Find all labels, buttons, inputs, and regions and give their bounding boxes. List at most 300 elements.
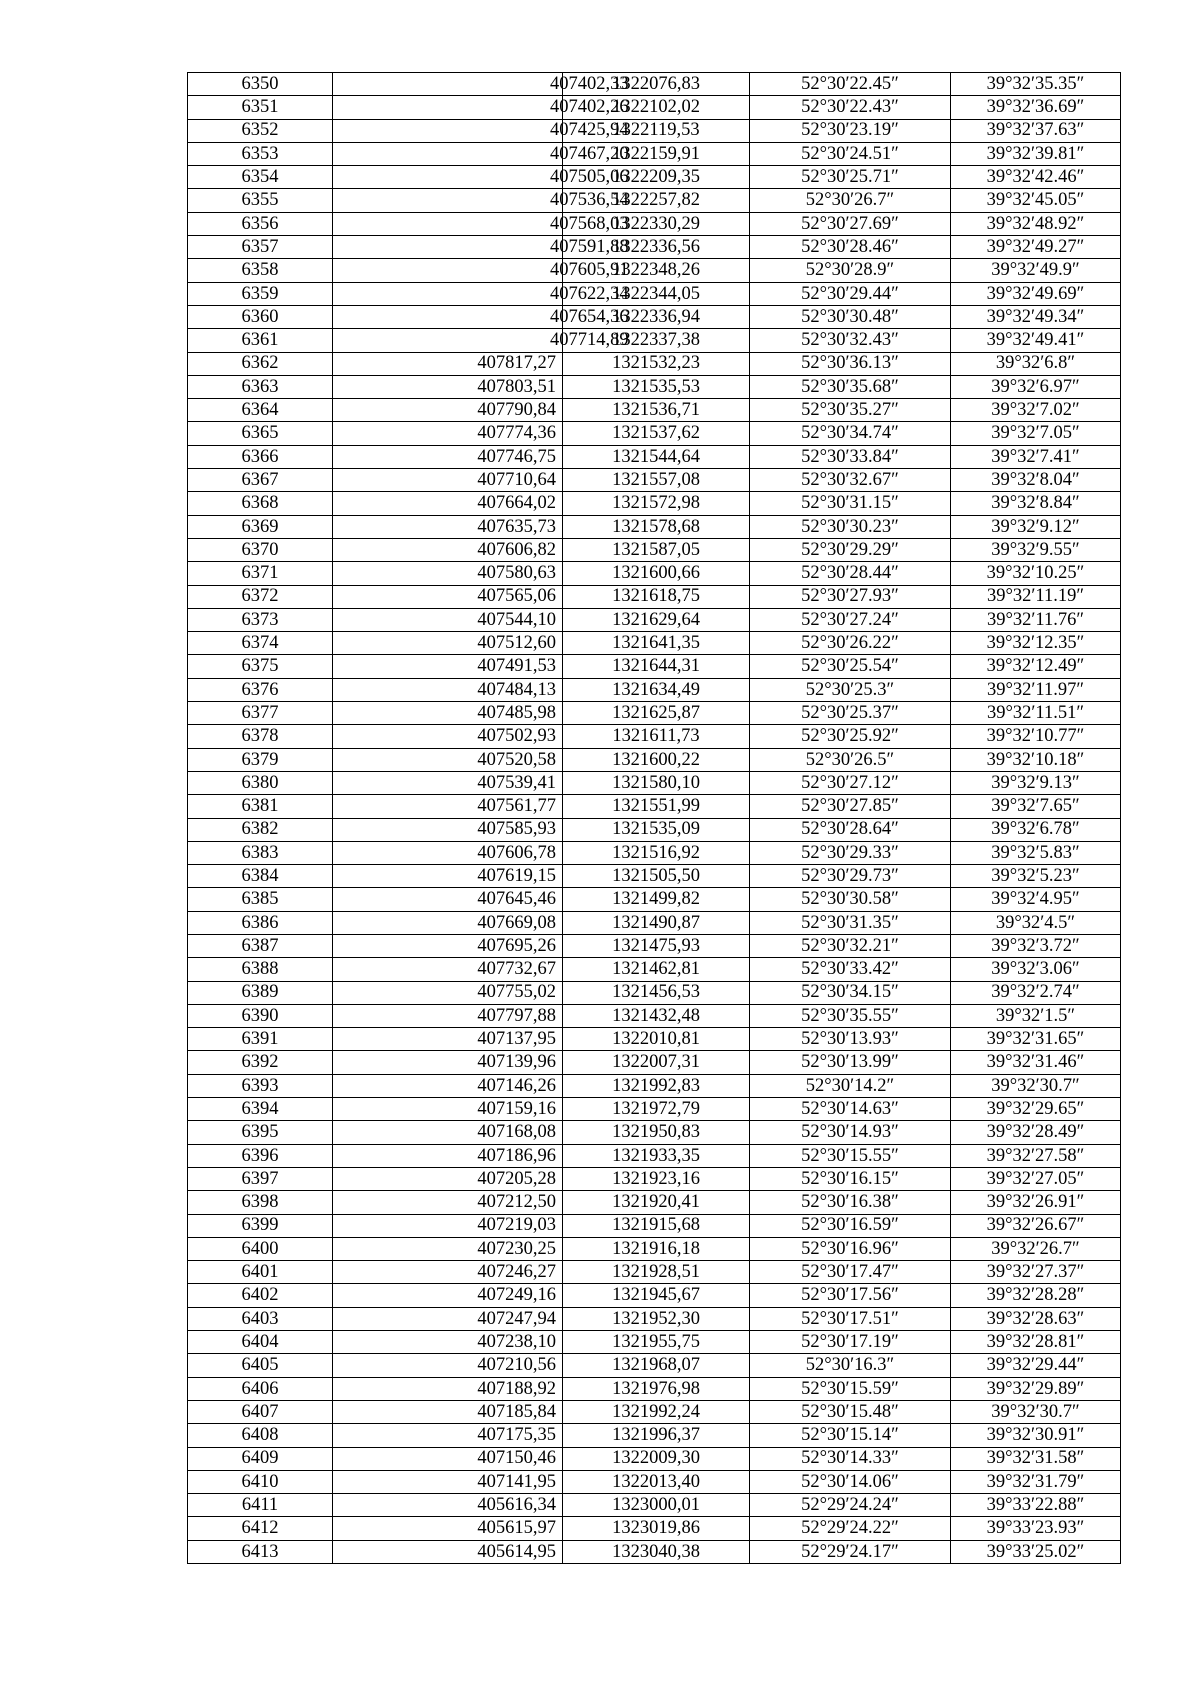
table-row	[188, 1470, 1121, 1493]
longitude-cell: 39°32′28.49″	[951, 1121, 1121, 1144]
latitude-cell: 52°30′28.44″	[750, 562, 951, 585]
x-coordinate-cell: 407141,95	[333, 1470, 563, 1493]
y-coordinate-cell: 1321641,35	[563, 632, 750, 655]
y-coordinate-cell: 1321456,53	[563, 981, 750, 1004]
table-row	[188, 795, 1121, 818]
latitude-cell: 52°29′24.22″	[750, 1517, 951, 1540]
latitude-cell: 52°30′30.48″	[750, 305, 951, 328]
latitude-cell: 52°30′25.3″	[750, 678, 951, 701]
x-coordinate-cell: 407664,02	[333, 492, 563, 515]
y-coordinate-cell: 1321976,98	[563, 1377, 750, 1400]
y-coordinate-cell: 1321462,81	[563, 958, 750, 981]
longitude-cell: 39°32′11.76″	[951, 608, 1121, 631]
latitude-cell: 52°30′27.12″	[750, 771, 951, 794]
latitude-cell: 52°30′17.51″	[750, 1307, 951, 1330]
table-row	[188, 1377, 1121, 1400]
x-coordinate-cell: 407619,15	[333, 865, 563, 888]
latitude-cell: 52°30′34.74″	[750, 422, 951, 445]
longitude-cell: 39°32′7.02″	[951, 399, 1121, 422]
x-coordinate-cell: 407502,93	[333, 725, 563, 748]
latitude-cell: 52°30′15.14″	[750, 1424, 951, 1447]
table-row	[188, 1214, 1121, 1237]
latitude-cell: 52°30′22.45″	[750, 73, 951, 96]
latitude-cell: 52°30′22.43″	[750, 96, 951, 119]
table-row	[188, 725, 1121, 748]
y-coordinate-cell: 1321996,37	[563, 1424, 750, 1447]
longitude-cell: 39°32′26.91″	[951, 1191, 1121, 1214]
table-row	[188, 748, 1121, 771]
table-row	[188, 865, 1121, 888]
latitude-cell: 52°30′35.68″	[750, 375, 951, 398]
y-coordinate-cell: 1322336,56	[563, 236, 750, 259]
table-row	[188, 1447, 1121, 1470]
longitude-cell: 39°32′31.79″	[951, 1470, 1121, 1493]
point-number-cell: 6388	[188, 958, 333, 981]
x-coordinate-cell: 407425,94	[333, 119, 563, 142]
coordinates-table	[187, 72, 1121, 1564]
latitude-cell: 52°30′31.15″	[750, 492, 951, 515]
x-coordinate-cell: 407565,06	[333, 585, 563, 608]
x-coordinate-cell: 407746,75	[333, 445, 563, 468]
latitude-cell: 52°30′23.19″	[750, 119, 951, 142]
table-row	[188, 1144, 1121, 1167]
longitude-cell: 39°32′30.91″	[951, 1424, 1121, 1447]
latitude-cell: 52°30′36.13″	[750, 352, 951, 375]
latitude-cell: 52°30′32.43″	[750, 329, 951, 352]
latitude-cell: 52°30′26.22″	[750, 632, 951, 655]
table-row	[188, 189, 1121, 212]
x-coordinate-cell: 407817,27	[333, 352, 563, 375]
point-number-cell: 6392	[188, 1051, 333, 1074]
x-coordinate-cell: 407150,46	[333, 1447, 563, 1470]
x-coordinate-cell: 407485,98	[333, 702, 563, 725]
x-coordinate-cell: 407622,34	[333, 282, 563, 305]
table-row	[188, 236, 1121, 259]
x-coordinate-cell: 407402,26	[333, 96, 563, 119]
point-number-cell: 6390	[188, 1004, 333, 1027]
longitude-cell: 39°32′9.13″	[951, 771, 1121, 794]
latitude-cell: 52°30′16.96″	[750, 1237, 951, 1260]
longitude-cell: 39°32′31.58″	[951, 1447, 1121, 1470]
x-coordinate-cell: 407230,25	[333, 1237, 563, 1260]
point-number-cell: 6402	[188, 1284, 333, 1307]
point-number-cell: 6377	[188, 702, 333, 725]
y-coordinate-cell: 1321587,05	[563, 538, 750, 561]
table-row	[188, 911, 1121, 934]
y-coordinate-cell: 1322336,94	[563, 305, 750, 328]
point-number-cell: 6395	[188, 1121, 333, 1144]
y-coordinate-cell: 1323040,38	[563, 1540, 750, 1563]
table-row	[188, 1191, 1121, 1214]
latitude-cell: 52°30′14.33″	[750, 1447, 951, 1470]
y-coordinate-cell: 1321600,66	[563, 562, 750, 585]
latitude-cell: 52°30′14.93″	[750, 1121, 951, 1144]
y-coordinate-cell: 1321490,87	[563, 911, 750, 934]
table-row	[188, 1400, 1121, 1423]
y-coordinate-cell: 1321536,71	[563, 399, 750, 422]
x-coordinate-cell: 407669,08	[333, 911, 563, 934]
table-row	[188, 1517, 1121, 1540]
point-number-cell: 6397	[188, 1167, 333, 1190]
point-number-cell: 6411	[188, 1494, 333, 1517]
y-coordinate-cell: 1321629,64	[563, 608, 750, 631]
x-coordinate-cell: 407139,96	[333, 1051, 563, 1074]
table-row	[188, 1540, 1121, 1563]
longitude-cell: 39°32′49.41″	[951, 329, 1121, 352]
y-coordinate-cell: 1321916,18	[563, 1237, 750, 1260]
point-number-cell: 6386	[188, 911, 333, 934]
point-number-cell: 6366	[188, 445, 333, 468]
y-coordinate-cell: 1321572,98	[563, 492, 750, 515]
point-number-cell: 6355	[188, 189, 333, 212]
longitude-cell: 39°32′49.34″	[951, 305, 1121, 328]
latitude-cell: 52°30′28.9″	[750, 259, 951, 282]
y-coordinate-cell: 1322010,81	[563, 1028, 750, 1051]
x-coordinate-cell: 405614,95	[333, 1540, 563, 1563]
y-coordinate-cell: 1321557,08	[563, 469, 750, 492]
y-coordinate-cell: 1321955,75	[563, 1331, 750, 1354]
x-coordinate-cell: 407219,03	[333, 1214, 563, 1237]
x-coordinate-cell: 407732,67	[333, 958, 563, 981]
y-coordinate-cell: 1321516,92	[563, 841, 750, 864]
y-coordinate-cell: 1321950,83	[563, 1121, 750, 1144]
table-row	[188, 1307, 1121, 1330]
longitude-cell: 39°32′10.18″	[951, 748, 1121, 771]
longitude-cell: 39°32′27.05″	[951, 1167, 1121, 1190]
longitude-cell: 39°32′27.58″	[951, 1144, 1121, 1167]
longitude-cell: 39°33′22.88″	[951, 1494, 1121, 1517]
point-number-cell: 6407	[188, 1400, 333, 1423]
longitude-cell: 39°32′10.77″	[951, 725, 1121, 748]
longitude-cell: 39°32′28.28″	[951, 1284, 1121, 1307]
point-number-cell: 6383	[188, 841, 333, 864]
y-coordinate-cell: 1321644,31	[563, 655, 750, 678]
table-row	[188, 1494, 1121, 1517]
point-number-cell: 6373	[188, 608, 333, 631]
y-coordinate-cell: 1322159,91	[563, 142, 750, 165]
longitude-cell: 39°32′7.41″	[951, 445, 1121, 468]
point-number-cell: 6378	[188, 725, 333, 748]
latitude-cell: 52°30′14.2″	[750, 1074, 951, 1097]
point-number-cell: 6394	[188, 1098, 333, 1121]
latitude-cell: 52°30′15.48″	[750, 1400, 951, 1423]
y-coordinate-cell: 1321923,16	[563, 1167, 750, 1190]
latitude-cell: 52°30′17.47″	[750, 1261, 951, 1284]
point-number-cell: 6391	[188, 1028, 333, 1051]
table-row	[188, 934, 1121, 957]
table-row	[188, 1098, 1121, 1121]
point-number-cell: 6401	[188, 1261, 333, 1284]
table-row	[188, 888, 1121, 911]
point-number-cell: 6354	[188, 166, 333, 189]
coordinates-table-body	[188, 73, 1121, 1564]
x-coordinate-cell: 407484,13	[333, 678, 563, 701]
point-number-cell: 6393	[188, 1074, 333, 1097]
latitude-cell: 52°30′33.42″	[750, 958, 951, 981]
table-row	[188, 422, 1121, 445]
longitude-cell: 39°32′3.06″	[951, 958, 1121, 981]
point-number-cell: 6381	[188, 795, 333, 818]
longitude-cell: 39°32′11.97″	[951, 678, 1121, 701]
x-coordinate-cell: 407774,36	[333, 422, 563, 445]
table-row	[188, 771, 1121, 794]
y-coordinate-cell: 1322337,38	[563, 329, 750, 352]
table-row	[188, 1331, 1121, 1354]
table-row	[188, 981, 1121, 1004]
table-row	[188, 678, 1121, 701]
longitude-cell: 39°32′29.44″	[951, 1354, 1121, 1377]
latitude-cell: 52°30′14.63″	[750, 1098, 951, 1121]
latitude-cell: 52°29′24.17″	[750, 1540, 951, 1563]
latitude-cell: 52°30′31.35″	[750, 911, 951, 934]
point-number-cell: 6364	[188, 399, 333, 422]
latitude-cell: 52°30′15.59″	[750, 1377, 951, 1400]
longitude-cell: 39°32′26.7″	[951, 1237, 1121, 1260]
y-coordinate-cell: 1321992,83	[563, 1074, 750, 1097]
point-number-cell: 6382	[188, 818, 333, 841]
x-coordinate-cell: 407580,63	[333, 562, 563, 585]
latitude-cell: 52°30′29.73″	[750, 865, 951, 888]
y-coordinate-cell: 1321432,48	[563, 1004, 750, 1027]
x-coordinate-cell: 407505,06	[333, 166, 563, 189]
x-coordinate-cell: 407146,26	[333, 1074, 563, 1097]
y-coordinate-cell: 1322007,31	[563, 1051, 750, 1074]
x-coordinate-cell: 407561,77	[333, 795, 563, 818]
latitude-cell: 52°30′16.15″	[750, 1167, 951, 1190]
x-coordinate-cell: 407536,54	[333, 189, 563, 212]
table-row	[188, 399, 1121, 422]
x-coordinate-cell: 407568,03	[333, 212, 563, 235]
x-coordinate-cell: 407186,96	[333, 1144, 563, 1167]
latitude-cell: 52°30′14.06″	[750, 1470, 951, 1493]
y-coordinate-cell: 1321968,07	[563, 1354, 750, 1377]
x-coordinate-cell: 407695,26	[333, 934, 563, 957]
y-coordinate-cell: 1321972,79	[563, 1098, 750, 1121]
latitude-cell: 52°30′29.44″	[750, 282, 951, 305]
y-coordinate-cell: 1321580,10	[563, 771, 750, 794]
x-coordinate-cell: 407467,20	[333, 142, 563, 165]
table-row	[188, 329, 1121, 352]
latitude-cell: 52°30′27.69″	[750, 212, 951, 235]
point-number-cell: 6412	[188, 1517, 333, 1540]
latitude-cell: 52°30′28.46″	[750, 236, 951, 259]
point-number-cell: 6369	[188, 515, 333, 538]
table-row	[188, 585, 1121, 608]
x-coordinate-cell: 407635,73	[333, 515, 563, 538]
table-row	[188, 142, 1121, 165]
x-coordinate-cell: 405615,97	[333, 1517, 563, 1540]
y-coordinate-cell: 1321625,87	[563, 702, 750, 725]
y-coordinate-cell: 1321475,93	[563, 934, 750, 957]
y-coordinate-cell: 1322209,35	[563, 166, 750, 189]
latitude-cell: 52°30′13.93″	[750, 1028, 951, 1051]
latitude-cell: 52°30′34.15″	[750, 981, 951, 1004]
x-coordinate-cell: 407591,88	[333, 236, 563, 259]
x-coordinate-cell: 407803,51	[333, 375, 563, 398]
table-row	[188, 1004, 1121, 1027]
latitude-cell: 52°30′13.99″	[750, 1051, 951, 1074]
table-row	[188, 1051, 1121, 1074]
x-coordinate-cell: 407645,46	[333, 888, 563, 911]
point-number-cell: 6376	[188, 678, 333, 701]
point-number-cell: 6384	[188, 865, 333, 888]
longitude-cell: 39°32′36.69″	[951, 96, 1121, 119]
latitude-cell: 52°30′28.64″	[750, 818, 951, 841]
y-coordinate-cell: 1321600,22	[563, 748, 750, 771]
table-row	[188, 1074, 1121, 1097]
longitude-cell: 39°32′4.5″	[951, 911, 1121, 934]
table-row	[188, 608, 1121, 631]
y-coordinate-cell: 1321618,75	[563, 585, 750, 608]
table-row	[188, 1237, 1121, 1260]
y-coordinate-cell: 1321532,23	[563, 352, 750, 375]
point-number-cell: 6410	[188, 1470, 333, 1493]
latitude-cell: 52°29′24.24″	[750, 1494, 951, 1517]
point-number-cell: 6375	[188, 655, 333, 678]
y-coordinate-cell: 1322013,40	[563, 1470, 750, 1493]
longitude-cell: 39°32′45.05″	[951, 189, 1121, 212]
point-number-cell: 6408	[188, 1424, 333, 1447]
y-coordinate-cell: 1321505,50	[563, 865, 750, 888]
y-coordinate-cell: 1321551,99	[563, 795, 750, 818]
y-coordinate-cell: 1322119,53	[563, 119, 750, 142]
latitude-cell: 52°30′25.92″	[750, 725, 951, 748]
longitude-cell: 39°32′48.92″	[951, 212, 1121, 235]
point-number-cell: 6370	[188, 538, 333, 561]
longitude-cell: 39°32′3.72″	[951, 934, 1121, 957]
longitude-cell: 39°32′5.83″	[951, 841, 1121, 864]
longitude-cell: 39°32′30.7″	[951, 1400, 1121, 1423]
y-coordinate-cell: 1321535,53	[563, 375, 750, 398]
point-number-cell: 6367	[188, 469, 333, 492]
point-number-cell: 6379	[188, 748, 333, 771]
point-number-cell: 6358	[188, 259, 333, 282]
table-row	[188, 96, 1121, 119]
latitude-cell: 52°30′16.3″	[750, 1354, 951, 1377]
table-row	[188, 1121, 1121, 1144]
y-coordinate-cell: 1321928,51	[563, 1261, 750, 1284]
table-row	[188, 166, 1121, 189]
latitude-cell: 52°30′15.55″	[750, 1144, 951, 1167]
x-coordinate-cell: 407512,60	[333, 632, 563, 655]
point-number-cell: 6398	[188, 1191, 333, 1214]
latitude-cell: 52°30′35.55″	[750, 1004, 951, 1027]
longitude-cell: 39°32′49.69″	[951, 282, 1121, 305]
latitude-cell: 52°30′27.24″	[750, 608, 951, 631]
y-coordinate-cell: 1321915,68	[563, 1214, 750, 1237]
y-coordinate-cell: 1322330,29	[563, 212, 750, 235]
longitude-cell: 39°32′29.65″	[951, 1098, 1121, 1121]
longitude-cell: 39°32′12.49″	[951, 655, 1121, 678]
longitude-cell: 39°32′11.51″	[951, 702, 1121, 725]
point-number-cell: 6356	[188, 212, 333, 235]
y-coordinate-cell: 1321920,41	[563, 1191, 750, 1214]
y-coordinate-cell: 1321611,73	[563, 725, 750, 748]
latitude-cell: 52°30′29.33″	[750, 841, 951, 864]
point-number-cell: 6368	[188, 492, 333, 515]
table-row	[188, 1261, 1121, 1284]
longitude-cell: 39°32′37.63″	[951, 119, 1121, 142]
longitude-cell: 39°32′27.37″	[951, 1261, 1121, 1284]
x-coordinate-cell: 407520,58	[333, 748, 563, 771]
table-row	[188, 1028, 1121, 1051]
latitude-cell: 52°30′26.7″	[750, 189, 951, 212]
table-row	[188, 655, 1121, 678]
x-coordinate-cell: 407606,78	[333, 841, 563, 864]
point-number-cell: 6380	[188, 771, 333, 794]
longitude-cell: 39°32′31.46″	[951, 1051, 1121, 1074]
table-row	[188, 1354, 1121, 1377]
x-coordinate-cell: 407246,27	[333, 1261, 563, 1284]
latitude-cell: 52°30′27.85″	[750, 795, 951, 818]
y-coordinate-cell: 1322102,02	[563, 96, 750, 119]
table-row	[188, 212, 1121, 235]
longitude-cell: 39°32′9.55″	[951, 538, 1121, 561]
latitude-cell: 52°30′33.84″	[750, 445, 951, 468]
y-coordinate-cell: 1323000,01	[563, 1494, 750, 1517]
point-number-cell: 6405	[188, 1354, 333, 1377]
longitude-cell: 39°32′1.5″	[951, 1004, 1121, 1027]
table-row	[188, 1284, 1121, 1307]
longitude-cell: 39°32′10.25″	[951, 562, 1121, 585]
point-number-cell: 6385	[188, 888, 333, 911]
y-coordinate-cell: 1321992,24	[563, 1400, 750, 1423]
table-row	[188, 702, 1121, 725]
x-coordinate-cell: 407212,50	[333, 1191, 563, 1214]
x-coordinate-cell: 407654,36	[333, 305, 563, 328]
x-coordinate-cell: 407249,16	[333, 1284, 563, 1307]
point-number-cell: 6413	[188, 1540, 333, 1563]
latitude-cell: 52°30′29.29″	[750, 538, 951, 561]
y-coordinate-cell: 1323019,86	[563, 1517, 750, 1540]
x-coordinate-cell: 407539,41	[333, 771, 563, 794]
table-row	[188, 818, 1121, 841]
point-number-cell: 6387	[188, 934, 333, 957]
x-coordinate-cell: 407606,82	[333, 538, 563, 561]
table-row	[188, 282, 1121, 305]
latitude-cell: 52°30′24.51″	[750, 142, 951, 165]
longitude-cell: 39°32′6.8″	[951, 352, 1121, 375]
point-number-cell: 6389	[188, 981, 333, 1004]
latitude-cell: 52°30′25.71″	[750, 166, 951, 189]
x-coordinate-cell: 407585,93	[333, 818, 563, 841]
longitude-cell: 39°33′25.02″	[951, 1540, 1121, 1563]
x-coordinate-cell: 405616,34	[333, 1494, 563, 1517]
point-number-cell: 6350	[188, 73, 333, 96]
longitude-cell: 39°32′2.74″	[951, 981, 1121, 1004]
y-coordinate-cell: 1321634,49	[563, 678, 750, 701]
table-row	[188, 445, 1121, 468]
point-number-cell: 6351	[188, 96, 333, 119]
latitude-cell: 52°30′35.27″	[750, 399, 951, 422]
table-row	[188, 469, 1121, 492]
longitude-cell: 39°32′30.7″	[951, 1074, 1121, 1097]
y-coordinate-cell: 1322009,30	[563, 1447, 750, 1470]
table-row	[188, 958, 1121, 981]
table-row	[188, 492, 1121, 515]
y-coordinate-cell: 1321537,62	[563, 422, 750, 445]
y-coordinate-cell: 1321535,09	[563, 818, 750, 841]
x-coordinate-cell: 407205,28	[333, 1167, 563, 1190]
table-row	[188, 352, 1121, 375]
point-number-cell: 6396	[188, 1144, 333, 1167]
point-number-cell: 6400	[188, 1237, 333, 1260]
longitude-cell: 39°32′29.89″	[951, 1377, 1121, 1400]
point-number-cell: 6374	[188, 632, 333, 655]
point-number-cell: 6409	[188, 1447, 333, 1470]
point-number-cell: 6363	[188, 375, 333, 398]
latitude-cell: 52°30′32.67″	[750, 469, 951, 492]
